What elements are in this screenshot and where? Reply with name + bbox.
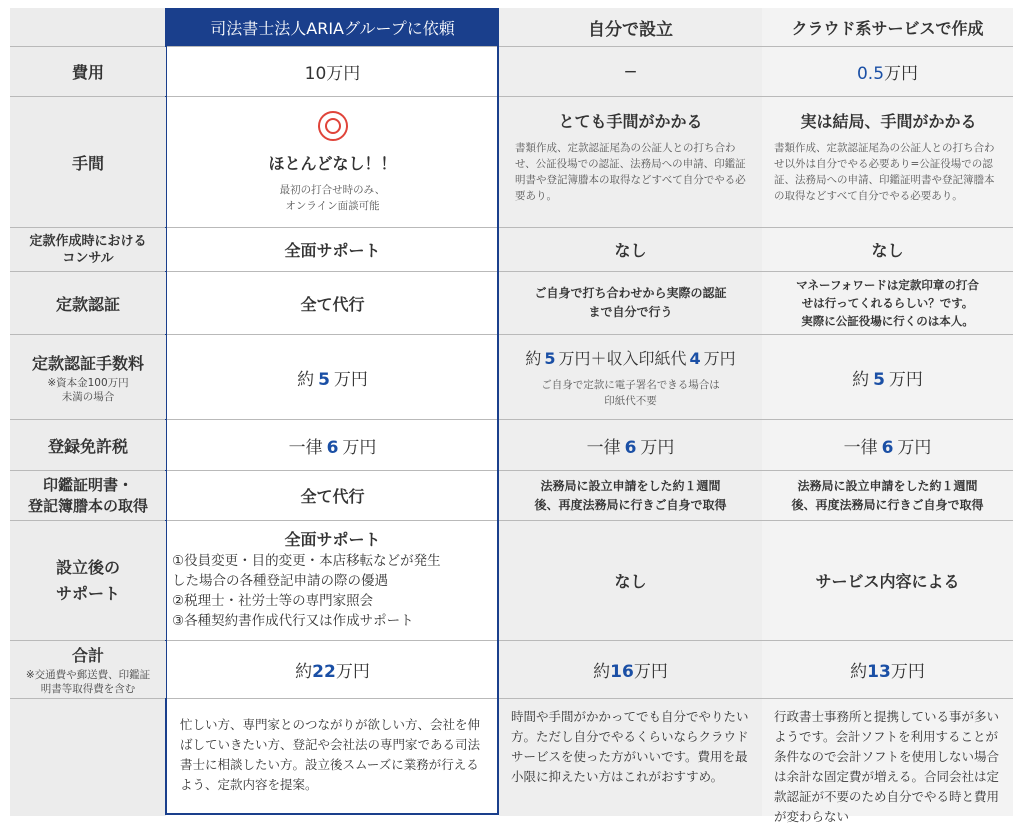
- cost-self: [499, 47, 762, 96]
- row-label-support-line1: 設立後の: [55, 557, 120, 577]
- support-aria: [168, 521, 497, 640]
- recommend-cloud: [762, 699, 1013, 824]
- cert-self-line2: まで自分で行う: [588, 305, 673, 319]
- row-label-cost-text: 費用: [71, 63, 104, 82]
- seal-aria-value: 全て代行: [300, 487, 365, 506]
- double-circle-icon: [318, 111, 348, 141]
- support-aria-item3: ③各種契約書作成代行又は作成サポート: [172, 613, 414, 629]
- total-cloud-unit: 万円: [890, 662, 925, 682]
- tax-aria: [168, 420, 497, 470]
- support-aria-item1-line1: ①役員変更・目的変更・本店移転などが発生: [172, 553, 441, 569]
- row-label-cert: [10, 272, 166, 334]
- cost-cloud: [762, 47, 1013, 96]
- tax-self-prefix: 一律: [586, 437, 621, 458]
- effort-cloud-note: 書類作成、定款認証尾為の公証人との打ち合わせ以外は自分でやる必要あり=公証役場での認証、法務局への申請、印鑑証明書や登記簿謄本の取得などすべて自分でやる必要あり。: [774, 142, 995, 202]
- cert-cloud: [762, 272, 1013, 334]
- row-label-seal-line2: 登記簿謄本の取得: [27, 496, 148, 515]
- row-label-consult-line2: コンサル: [62, 250, 114, 266]
- total-cloud-prefix: 約: [850, 662, 868, 682]
- support-cloud: [762, 521, 1013, 640]
- consult-self-value: なし: [614, 241, 647, 260]
- cert-self-line1: ご自身で打ち合わせから実際の認証: [534, 286, 727, 300]
- effort-self-main: とても手間がかかる: [558, 112, 703, 131]
- effort-aria-main: ほとんどなし！！: [268, 153, 397, 173]
- row-label-tax: [10, 420, 166, 470]
- header-cloud: [762, 8, 1013, 46]
- cert-aria: [168, 272, 497, 334]
- total-cloud-number: 13: [867, 662, 891, 682]
- cert-cloud-line3: 実際に公証役場に行くのは本人。: [801, 314, 974, 328]
- effort-self: [499, 97, 762, 227]
- recommend-cloud-text: 行政書士事務所と提携している事が多いようです。会計ソフトを利用することが条件なので会計ソフトを使用しない場合は余計な固定費が増える。合同会社は定款認証が不要のため自分でやる時と費用が変わらない: [774, 709, 1000, 824]
- cert-cloud-line1: マネーフォワードは定款印章の打合: [796, 278, 979, 292]
- header-cloud-label: クラウド系サービスで作成: [791, 18, 984, 38]
- consult-aria: [168, 228, 497, 271]
- row-label-total-note-line1: ※交通費や郵送費、印鑑証: [25, 669, 151, 681]
- recommend-aria: [168, 699, 497, 813]
- effort-aria-note-line2: オンライン面談可能: [285, 199, 380, 212]
- row-label-consult: [10, 228, 166, 271]
- seal-cloud: [762, 471, 1013, 520]
- fee-self: [499, 335, 762, 419]
- fee-cloud-unit: 万円: [888, 369, 923, 390]
- seal-self: [499, 471, 762, 520]
- cost-aria-value: 10万円: [304, 64, 361, 84]
- row-label-total-text: 合計: [71, 646, 104, 665]
- row-label-support: [10, 521, 166, 640]
- tax-cloud: [762, 420, 1013, 470]
- fee-self-prefix: 約: [525, 348, 542, 368]
- consult-self: [499, 228, 762, 271]
- total-self-unit: 万円: [633, 662, 668, 682]
- fee-cloud-number: 5: [873, 369, 885, 390]
- tax-aria-unit: 万円: [342, 437, 377, 458]
- consult-cloud: [762, 228, 1013, 271]
- cost-self-value: −: [623, 61, 638, 82]
- tax-cloud-prefix: 一律: [843, 437, 878, 458]
- row-label-support-line2: サポート: [55, 583, 120, 603]
- cert-self: [499, 272, 762, 334]
- fee-self-note-line2: 印紙代不要: [604, 394, 657, 407]
- seal-self-line2: 後、再度法務局に行きご自身で取得: [534, 497, 727, 512]
- effort-cloud-main: 実は結局、手間がかかる: [800, 112, 977, 131]
- fee-self-number1: 5: [544, 348, 556, 368]
- tax-self: [499, 420, 762, 470]
- cost-aria: [168, 47, 497, 96]
- fee-cloud: [762, 335, 1013, 419]
- row-label-tax-text: 登録免許税: [47, 436, 128, 456]
- total-cloud: [762, 641, 1013, 698]
- row-label-seal-line1: 印鑑証明書・: [42, 475, 133, 494]
- recommend-self-text: 時間や手間がかかってでも自分でやりたい方。ただし自分でやるくらいならクラウドサービスを使った方がいいです。費用を最小限に抑えたい方はこれがおすすめ。: [511, 709, 749, 784]
- row-label-cert-text: 定款認証: [55, 294, 120, 314]
- row-label-cost: [10, 47, 166, 96]
- support-aria-item1-line2: した場合の各種登記申請の際の優遇: [172, 573, 388, 589]
- cert-cloud-line2: せは行ってくれるらしい？です。: [801, 296, 974, 310]
- row-label-fee: [10, 335, 166, 419]
- consult-aria-value: 全面サポート: [284, 241, 381, 260]
- consult-cloud-value: なし: [871, 241, 904, 260]
- support-self-value: なし: [614, 572, 647, 591]
- fee-self-unit: 万円: [703, 348, 736, 368]
- total-self-prefix: 約: [593, 662, 611, 682]
- aria-column-bottom-border: [165, 813, 499, 815]
- header-self: [499, 8, 762, 46]
- effort-aria-note-line1: 最初の打合せ時のみ、: [279, 183, 386, 196]
- row-label-seal: [10, 471, 166, 520]
- total-aria-prefix: 約: [295, 662, 313, 682]
- fee-aria-prefix: 約: [297, 369, 315, 390]
- cost-cloud-unit: 万円: [884, 64, 919, 84]
- fee-self-middle: 万円＋収入印紙代: [558, 348, 687, 368]
- total-aria: [168, 641, 497, 698]
- header-self-label: 自分で設立: [588, 19, 673, 40]
- effort-aria: [168, 97, 497, 227]
- fee-cloud-prefix: 約: [852, 369, 870, 390]
- fee-aria-number: 5: [318, 369, 330, 390]
- tax-cloud-unit: 万円: [897, 437, 932, 458]
- row-label-total: [10, 641, 166, 698]
- tax-aria-number: 6: [326, 437, 339, 458]
- support-aria-title: 全面サポート: [284, 530, 381, 549]
- tax-self-unit: 万円: [640, 437, 675, 458]
- effort-cloud: [762, 97, 1013, 227]
- cost-cloud-number: 0.5: [856, 64, 885, 84]
- row-label-consult-line1: 定款作成時における: [29, 233, 147, 249]
- row-label-effort: [10, 97, 166, 227]
- tax-self-number: 6: [624, 437, 637, 458]
- tax-cloud-number: 6: [881, 437, 894, 458]
- row-label-fee-text: 定款認証手数料: [31, 353, 144, 373]
- total-self: [499, 641, 762, 698]
- support-aria-item2: ②税理士・社労士等の専門家照会: [172, 593, 374, 609]
- cert-aria-value: 全て代行: [300, 294, 365, 314]
- header-aria: [166, 8, 499, 46]
- seal-cloud-line2: 後、再度法務局に行きご自身で取得: [791, 497, 984, 512]
- fee-aria: [168, 335, 497, 419]
- total-aria-unit: 万円: [335, 662, 370, 682]
- row-label-fee-note-line2: 未満の場合: [61, 390, 115, 403]
- total-self-number: 16: [610, 662, 634, 682]
- seal-self-line1: 法務局に設立申請をした約１週間: [540, 478, 721, 493]
- support-cloud-value: サービス内容による: [815, 572, 960, 591]
- tax-aria-prefix: 一律: [288, 437, 323, 458]
- row-label-effort-text: 手間: [71, 153, 104, 173]
- fee-self-number2: 4: [689, 348, 701, 368]
- recommend-self: [499, 699, 762, 815]
- fee-self-note-line1: ご自身で定款に電子署名できる場合は: [541, 378, 720, 391]
- header-aria-label: 司法書士法人ARIAグループに依頼: [210, 18, 455, 38]
- row-label-total-note-line2: 明書等取得費を含む: [40, 683, 136, 695]
- support-self: [499, 521, 762, 640]
- row-label-fee-note-line1: ※資本金100万円: [47, 376, 129, 389]
- fee-aria-unit: 万円: [333, 369, 368, 390]
- seal-cloud-line1: 法務局に設立申請をした約１週間: [797, 478, 978, 493]
- total-aria-number: 22: [312, 662, 336, 682]
- recommend-aria-text: 忙しい方、専門家とのつながりが欲しい方、会社を伸ばしていきたい方、登記や会社法の専門家である司法書士に相談したい方。設立後スムーズに業務が行えるよう、定款内容を提案。: [180, 717, 481, 792]
- effort-self-note: 書類作成、定款認証尾為の公証人との打ち合わせ、公証役場での認証、法務局への申請、印鑑証明書や登記簿謄本の取得などすべて自分でやる必要あり。: [515, 142, 746, 202]
- seal-aria: [168, 471, 497, 520]
